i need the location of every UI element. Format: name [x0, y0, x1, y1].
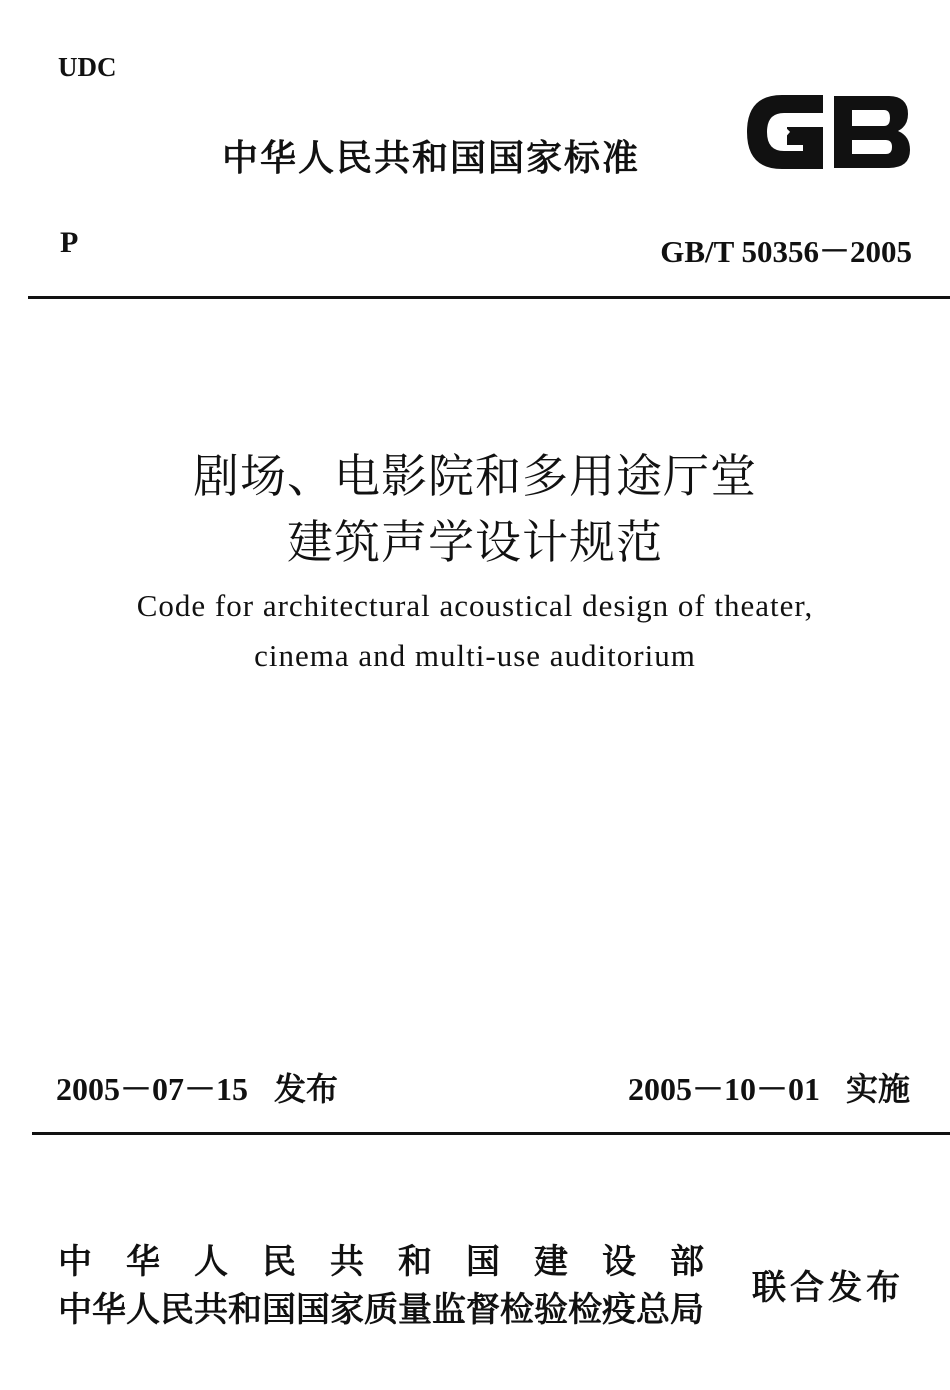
bottom-divider [32, 1132, 950, 1135]
title-en-line2: cinema and multi-use auditorium [254, 638, 696, 673]
national-standard-heading: 中华人民共和国国家标准 [222, 138, 641, 179]
title-zh-line1: 剧场、电影院和多用途厅堂 [193, 449, 757, 503]
gb-logo [742, 88, 914, 176]
issue-date: 2005－07－15 [56, 1071, 249, 1107]
gb-logo-b [834, 96, 910, 168]
joint-publish-label: 联合发布 [752, 1268, 904, 1308]
gb-logo-g [748, 96, 822, 168]
implement-date: 2005－10－01 [627, 1071, 820, 1107]
publisher-org1: 中华人民共和国建设部 [58, 1242, 738, 1282]
udc-label: UDC [58, 52, 117, 82]
implement-date-block [628, 1064, 910, 1110]
issue-date-block [56, 1064, 338, 1110]
standard-number: GB/T 50356－2005 [660, 234, 912, 269]
issue-label: 发布 [274, 1070, 339, 1108]
implement-label: 实施 [845, 1070, 910, 1108]
publisher-org2: 中华人民共和国国家质量监督检验检疫总局 [58, 1290, 704, 1330]
top-divider [28, 296, 950, 299]
title-en-line1: Code for architectural acoustical design of theater, [136, 588, 814, 623]
classification-code: P [60, 226, 79, 259]
title-zh-line2: 建筑声学设计规范 [287, 515, 663, 569]
